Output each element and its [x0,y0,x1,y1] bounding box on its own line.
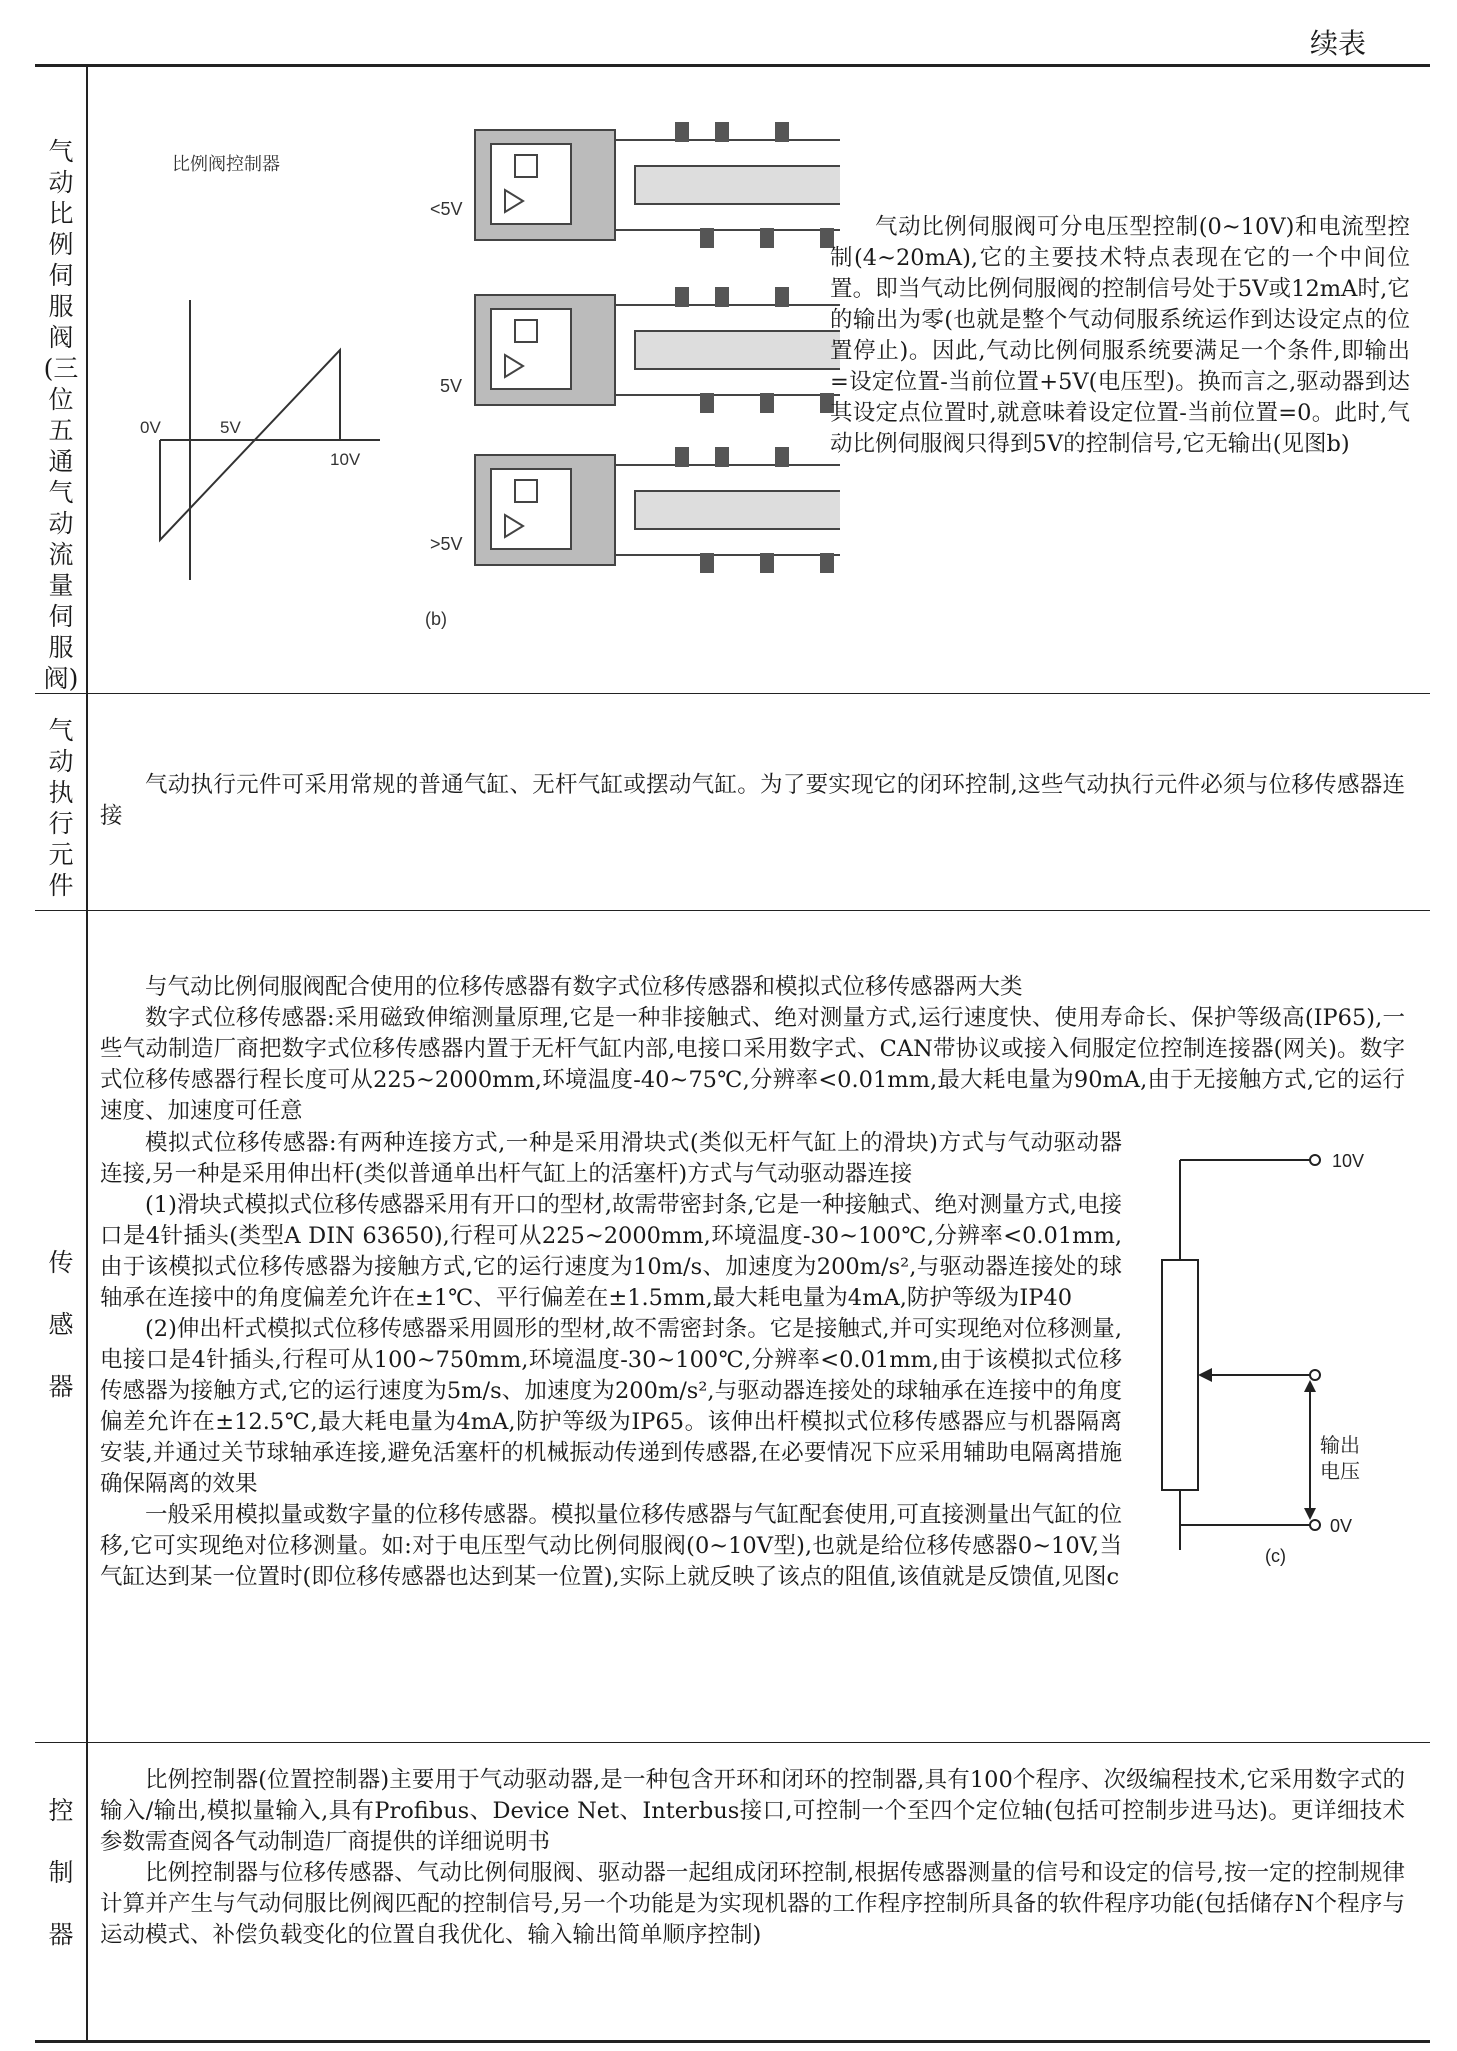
figure-b [130,110,840,630]
figure-c [1150,1130,1420,1570]
terminal-0v [1310,1520,1320,1530]
valve-label-at-5v: 5V [440,376,463,396]
controller-paragraph: 比例控制器(位置控制器)主要用于气动驱动器,是一种包含开环和闭环的控制器,具有100个程序、次级编程技术,它采用数字式的输入/输出,模拟量输入,具有Profibus、Device Net、Interbus接口,可控制一个至四个定位轴(包括可控制步进马达)。更详细技术参数需查阅各气动制造厂商提供的详细说明书 [100,1767,1405,1855]
label-column-divider [86,64,88,2043]
label-output-1: 输出 [1320,1435,1360,1457]
axis-zero-label: 0V [140,418,161,437]
valve-label-above-5v: >5V [430,534,463,554]
valve-label-below-5v: <5V [430,199,463,219]
row-label-servo-valve: 气动比例伺服阀(三位五通气动流量伺服阀) [43,137,79,693]
terminal-wiper [1310,1370,1320,1380]
potentiometer-resistor [1162,1260,1198,1490]
voltage-arrow-down [1304,1508,1316,1520]
figure-b-caption: (b) [425,609,447,629]
sensor-paragraph: 一般采用模拟量或数字量的位移传感器。模拟量位移传感器与气缸配套使用,可直接测量出气缸的位移,它可实现绝对位移测量。如:对于电压型气动比例伺服阀(0~10V型),也就是给位移传感器0~10V,当气缸达到某一位置时(即位移传感器也达到某一位置),实际上就反映了该点的阻值,该值就是反馈值,见图c [100,1502,1122,1590]
wiper-arrow [1198,1368,1212,1382]
actuator-description [100,770,1405,832]
terminal-10v [1310,1155,1320,1165]
figure-c-caption: (c) [1265,1546,1286,1566]
valve-above-5v [475,447,840,573]
axis-mid-label: 5V [220,418,241,437]
sensor-description-left [100,1128,1122,1593]
continued-label: 续表 [1310,27,1367,60]
row-divider [35,1742,1430,1743]
controller-paragraph: 比例控制器与位移传感器、气动比例伺服阀、驱动器一起组成闭环控制,根据传感器测量的信号和设定的信号,按一定的控制规律计算并产生与气动伺服比例阀匹配的控制信号,另一个功能是为实现机器的工作程序控制所具备的软件程序功能(包括储存N个程序与运动模式、补偿负载变化的位置自我优化、输入输出简单顺序控制) [100,1860,1405,1948]
valve-below-5v [475,122,840,248]
sensor-paragraph: 数字式位移传感器:采用磁致伸缩测量原理,它是一种非接触式、绝对测量方式,运行速度快、使用寿命长、保护等级高(IP65),一些气动制造厂商把数字式位移传感器内置于无杆气缸内部,电接口采用数字式、CAN带协议或接入伺服定位控制连接器(网关)。数字式位移传感器行程长度可从225~2000mm,环境温度-40~75℃,分辨率<0.01mm,最大耗电量为90mA,由于无接触方式,它的运行速度、加速度可任意 [100,1005,1405,1124]
sensor-description-top [100,972,1405,1127]
axis-max-label: 10V [330,450,361,469]
row-label-controller: 控制器 [48,1796,74,1949]
row-label-sensor: 传感器 [48,1248,74,1401]
label-0v: 0V [1330,1516,1353,1536]
sensor-paragraph: 与气动比例伺服阀配合使用的位移传感器有数字式位移传感器和模拟式位移传感器两大类 [145,974,1023,1000]
table-top-rule [35,64,1430,67]
servo-valve-description [830,212,1410,460]
voltage-graph [160,300,380,580]
figure-b-title: 比例阀控制器 [172,154,280,174]
label-10v: 10V [1332,1151,1365,1171]
table-bottom-rule [35,2040,1430,2043]
row-label-actuator: 气动执行元件 [48,716,74,900]
row-divider [35,693,1430,694]
sensor-paragraph: (1)滑块式模拟式位移传感器采用有开口的型材,故需带密封条,它是一种接触式、绝对测量方式,电接口是4针插头(类型A DIN 63650),行程可从225~2000mm,环境温度-30~100℃,分辨率<0.01mm,由于该模拟式位移传感器为接触方式,它的运行速度为10m/s、加速度为200m/s²,与驱动器连接处的球轴承在连接中的角度偏差允许在±1℃、平行偏差在±1.5mm,最大耗电量为4mA,防护等级为IP40 [100,1192,1122,1311]
controller-description [100,1765,1405,1951]
sensor-paragraph: (2)伸出杆式模拟式位移传感器采用圆形的型材,故不需密封条。它是接触式,并可实现绝对位移测量,电接口是4针插头,行程可从100~750mm,环境温度-30~100℃,分辨率<0.01mm,由于该模拟式位移传感器为接触方式,它的运行速度为5m/s、加速度为200m/s²,与驱动器连接处的球轴承在连接中的角度偏差允许在±12.5℃,最大耗电量为4mA,防护等级为IP65。该伸出杆模拟式位移传感器应与机器隔离安装,并通过关节球轴承连接,避免活塞杆的机械振动传递到传感器,在必要情况下应采用辅助电隔离措施确保隔离的效果 [100,1316,1122,1497]
label-output-2: 电压 [1320,1461,1360,1483]
servo-valve-paragraph: 气动比例伺服阀可分电压型控制(0~10V)和电流型控制(4~20mA),它的主要技术特点表现在它的一个中间位置。即当气动比例伺服阀的控制信号处于5V或12mA时,它的输出为零(也就是整个气动伺服系统运作到达设定点的位置停止)。因此,气动比例伺服系统要满足一个条件,即输出=设定位置-当前位置+5V(电压型)。换而言之,驱动器到达其设定点位置时,就意味着设定位置-当前位置=0。此时,气动比例伺服阀只得到5V的控制信号,它无输出(见图b) [830,214,1410,457]
voltage-arrow-up [1304,1380,1316,1392]
valve-at-5v [475,287,840,413]
row-divider [35,910,1430,911]
sensor-paragraph: 模拟式位移传感器:有两种连接方式,一种是采用滑块式(类似无杆气缸上的滑块)方式与气动驱动器连接,另一种是采用伸出杆(类似普通单出杆气缸上的活塞杆)方式与气动驱动器连接 [100,1130,1122,1187]
actuator-paragraph: 气动执行元件可采用常规的普通气缸、无杆气缸或摆动气缸。为了要实现它的闭环控制,这些气动执行元件必须与位移传感器连接 [100,772,1405,829]
